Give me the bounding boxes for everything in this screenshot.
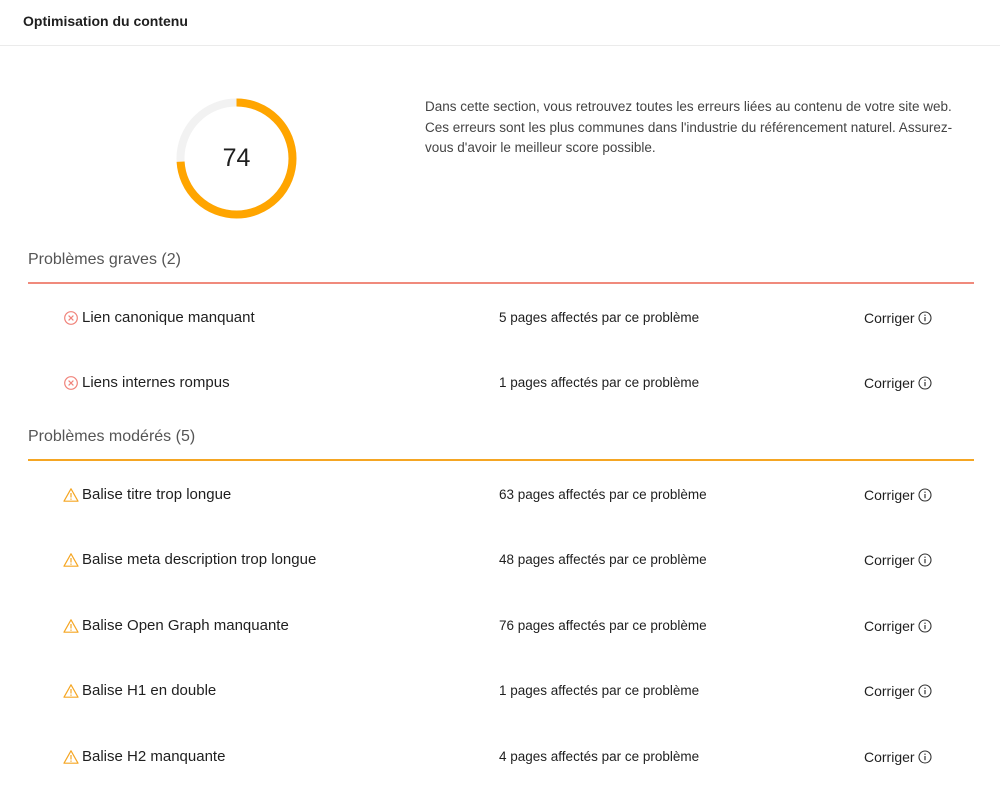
issue-row-broken-internal-links — [28, 368, 974, 398]
issue-label: Balise meta description trop longue — [82, 551, 317, 568]
issue-label: Balise titre trop longue — [82, 486, 232, 503]
issue-row-open-graph-missing — [28, 611, 974, 641]
info-icon[interactable] — [918, 311, 932, 325]
info-icon[interactable] — [918, 488, 932, 502]
score-value: 74 — [222, 144, 251, 172]
issue-row-h2-missing — [28, 742, 974, 772]
issue-affected-count: 76 pages affectés par ce problème — [499, 618, 707, 633]
info-icon[interactable] — [918, 750, 932, 764]
issue-label: Balise H1 en double — [82, 682, 217, 699]
fix-button[interactable] — [864, 374, 932, 392]
issue-affected-count: 5 pages affectés par ce problème — [499, 310, 700, 325]
info-icon[interactable] — [918, 553, 932, 567]
fix-button[interactable] — [864, 486, 932, 504]
issue-affected-count: 1 pages affectés par ce problème — [499, 375, 700, 390]
fix-button-label: Corriger — [864, 552, 915, 568]
issue-label: Balise Open Graph manquante — [82, 617, 289, 634]
warning-triangle-icon — [63, 683, 79, 699]
issue-affected-count: 48 pages affectés par ce problème — [499, 552, 707, 567]
fix-button-label: Corriger — [864, 310, 915, 326]
issue-label: Liens internes rompus — [82, 374, 230, 391]
fix-button[interactable] — [864, 551, 932, 569]
fix-button-label: Corriger — [864, 618, 915, 634]
info-icon[interactable] — [918, 619, 932, 633]
fix-button[interactable] — [864, 617, 932, 635]
issue-affected-count: 4 pages affectés par ce problème — [499, 749, 700, 764]
moderate-issues-divider — [28, 459, 974, 461]
score-gauge — [173, 95, 300, 222]
fix-button-label: Corriger — [864, 683, 915, 699]
fix-button[interactable] — [864, 682, 932, 700]
moderate-issues-heading: Problèmes modérés (5) — [28, 428, 196, 445]
severe-issues-divider — [28, 282, 974, 284]
section-description: Dans cette section, vous retrouvez toutes les erreurs liées au contenu de votre site web. Ces erreurs sont les plus communes dans l'industrie du référencement naturel. Assurez-vous d'avoir le meilleur score possible. — [425, 99, 953, 155]
fix-button-label: Corriger — [864, 375, 915, 391]
issue-row-h1-duplicate — [28, 676, 974, 706]
issue-row-canonical-missing — [28, 303, 974, 333]
info-icon[interactable] — [918, 376, 932, 390]
issue-label: Balise H2 manquante — [82, 748, 226, 765]
info-icon[interactable] — [918, 684, 932, 698]
issue-label: Lien canonique manquant — [82, 309, 255, 326]
warning-triangle-icon — [63, 487, 79, 503]
issue-row-title-too-long — [28, 480, 974, 510]
issue-affected-count: 63 pages affectés par ce problème — [499, 487, 707, 502]
warning-triangle-icon — [63, 618, 79, 634]
fix-button[interactable] — [864, 748, 932, 766]
severe-issues-heading: Problèmes graves (2) — [28, 251, 181, 268]
issue-affected-count: 1 pages affectés par ce problème — [499, 683, 700, 698]
page-header — [0, 0, 1000, 46]
fix-button-label: Corriger — [864, 487, 915, 503]
error-circle-icon — [63, 375, 79, 391]
warning-triangle-icon — [63, 749, 79, 765]
issue-row-meta-description-too-long — [28, 545, 974, 575]
error-circle-icon — [63, 310, 79, 326]
fix-button[interactable] — [864, 309, 932, 327]
page-title: Optimisation du contenu — [23, 13, 188, 29]
warning-triangle-icon — [63, 552, 79, 568]
fix-button-label: Corriger — [864, 749, 915, 765]
